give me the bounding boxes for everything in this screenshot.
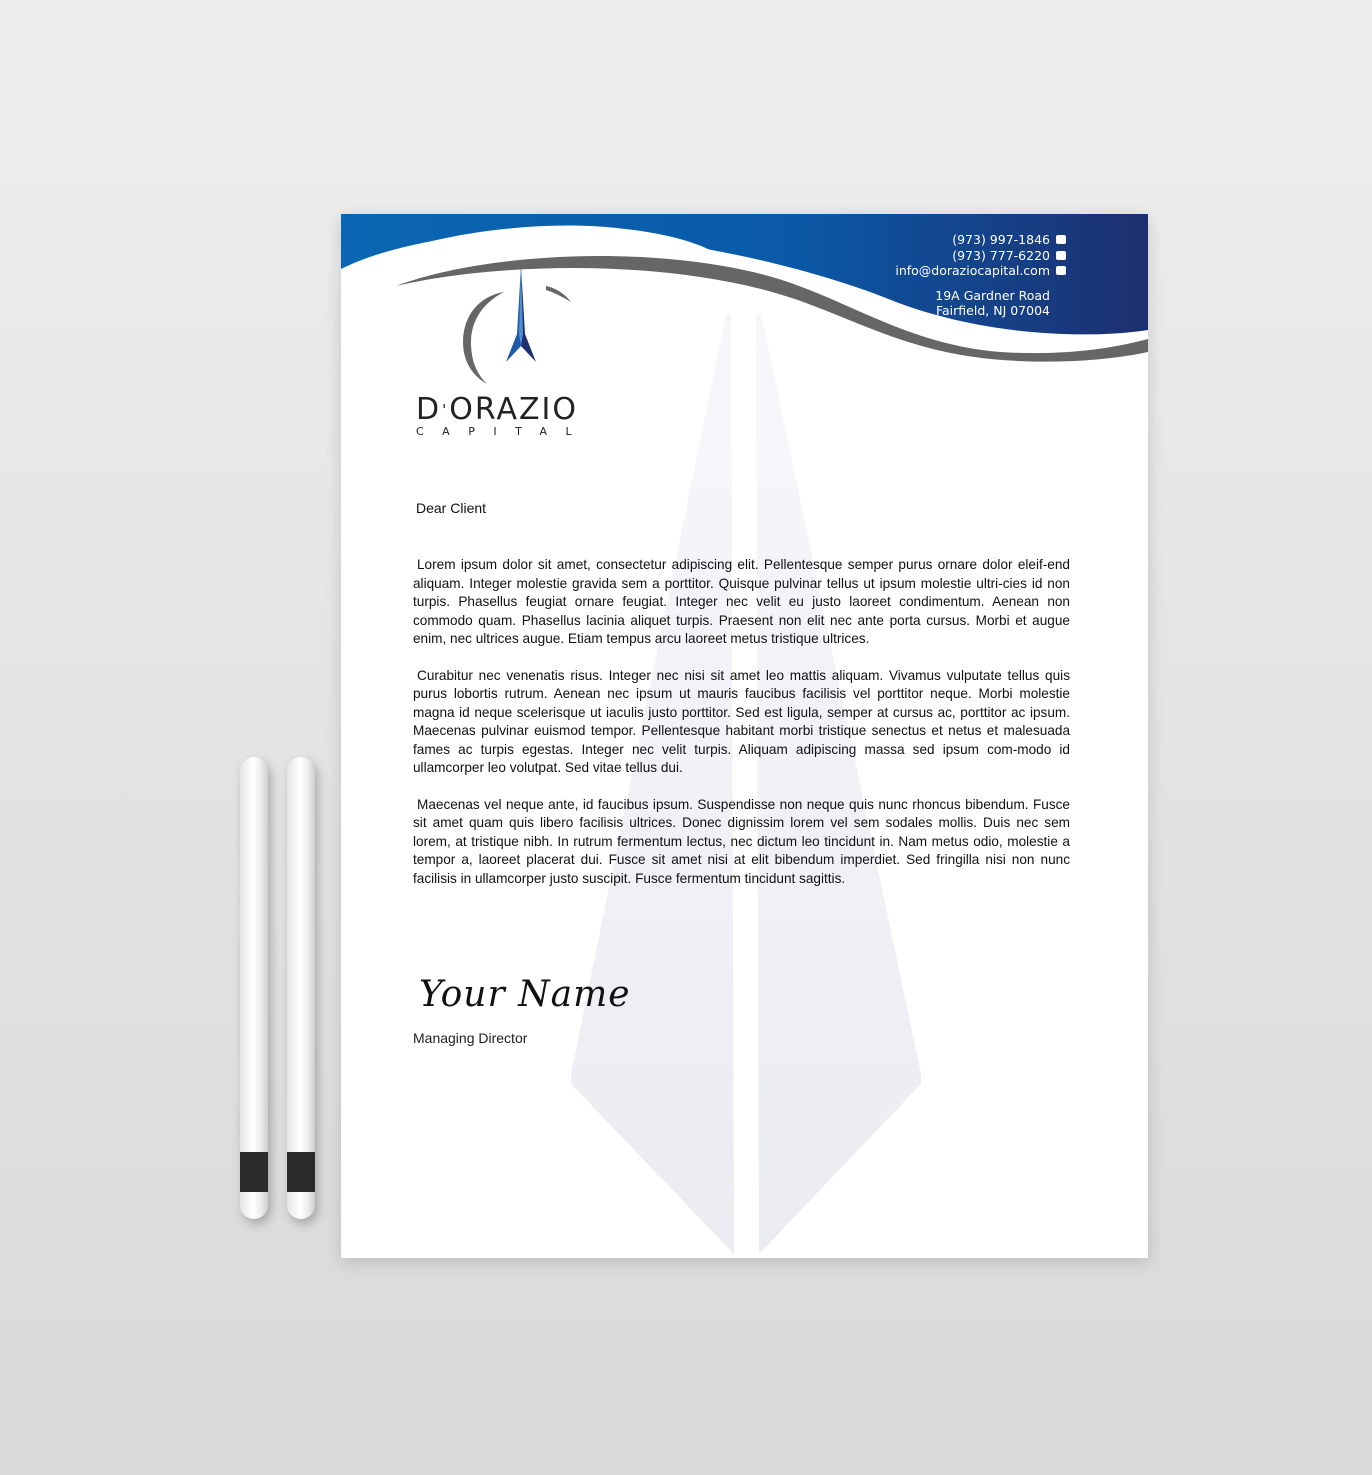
signature-title: Managing Director [413,1030,528,1046]
logo-tagline: CAPITAL [416,425,591,438]
fax-icon [1056,251,1066,260]
phone-row [895,232,1066,248]
address-line-2: Fairfield, NJ 07004 [935,303,1050,318]
letter-body [413,556,1070,906]
letter-paragraph: Curabitur nec venenatis risus. Integer nec nisi sit amet leo mattis aliquam. Vivamus vulputate tellus quis purus lobortis rutrum. Aenean nec ipsum ut mauris faucibus facilisis vel porttitor neque. Morbi molestie magna id neque scelerisque ut iaculis justo porttitor. Sed est ligula, semper at cursus ac, porttitor ac ipsum. Maecenas pulvinar euismod tempor. Pellentesque habitant morbi tristique senectus et netus et malesuada fames ac turpis egestas. Integer nec velit turpis. Aliquam adipiscing massa sed ipsum com-modo id ullamcorper leo volutpat. Sed vitae tellus dui. [413,667,1070,775]
fax-row [895,248,1066,264]
logo-name [416,392,590,427]
letter-greeting: Dear Client [416,500,487,516]
address-line-1: 19A Gardner Road [935,287,1050,303]
email-row [895,263,1066,279]
pen-left [240,757,268,1219]
phone-icon [1056,235,1066,244]
letter-paragraph: Maecenas vel neque ante, id faucibus ipsum. Suspendisse non neque quis nunc rhoncus bibendum. Fusce sit amet quam quis libero facilisis ultrices. Donec dignissim lorem vel sem sodales mollis. Duis nec sem lorem, at tristique nibh. In rutrum fermentum lectus, nec dictum leo tincidunt in. Nam metus odio, molestie a tempor a, laoreet placerat dui. Fusce sit amet nisi at elit bibendum imperdiet. Sed fringilla nisi non nunc facilisis in ullamcorper justo suscipit. Fusce fermentum tincidunt sagittis. [413,796,1070,886]
fax-number: (973) 777-6220 [952,247,1050,263]
signature-name: Your Name [419,974,631,1015]
pen-right [287,757,315,1219]
letterhead-page [341,214,1148,1258]
logo-name-right: ORAZIO [449,392,579,427]
logo-name-left: D [416,392,442,427]
logo-wordmark [416,392,591,438]
pen-grip [240,1152,268,1192]
pen-grip [287,1152,315,1192]
email-address: info@doraziocapital.com [895,263,1050,278]
phone-number: (973) 997-1846 [952,232,1050,247]
logo-mark [463,266,571,384]
mail-icon [1056,266,1066,275]
letter-paragraph: Lorem ipsum dolor sit amet, consectetur adipiscing elit. Pellentesque semper purus ornare dolor eleif-end aliquam. Integer molestie gravida sem a porttitor. Quisque pulvinar tellus ut ipsum molestie ultri-cies id non turpis. Phasellus feugiat ornare feugiat. Integer nec velit eu justo laoreet condimentum. Aenean non commodo quam. Phasellus lacinia aliquet turpis. Praesent non elit nec ante porta cursus. Morbi et augue enim, nec ultrices augue. Etiam tempus arcu laoreet metus tristique ultrices. [413,557,1070,646]
address-block [895,288,1066,319]
contact-block [895,232,1066,319]
logo-apostrophe: ' [442,401,449,419]
